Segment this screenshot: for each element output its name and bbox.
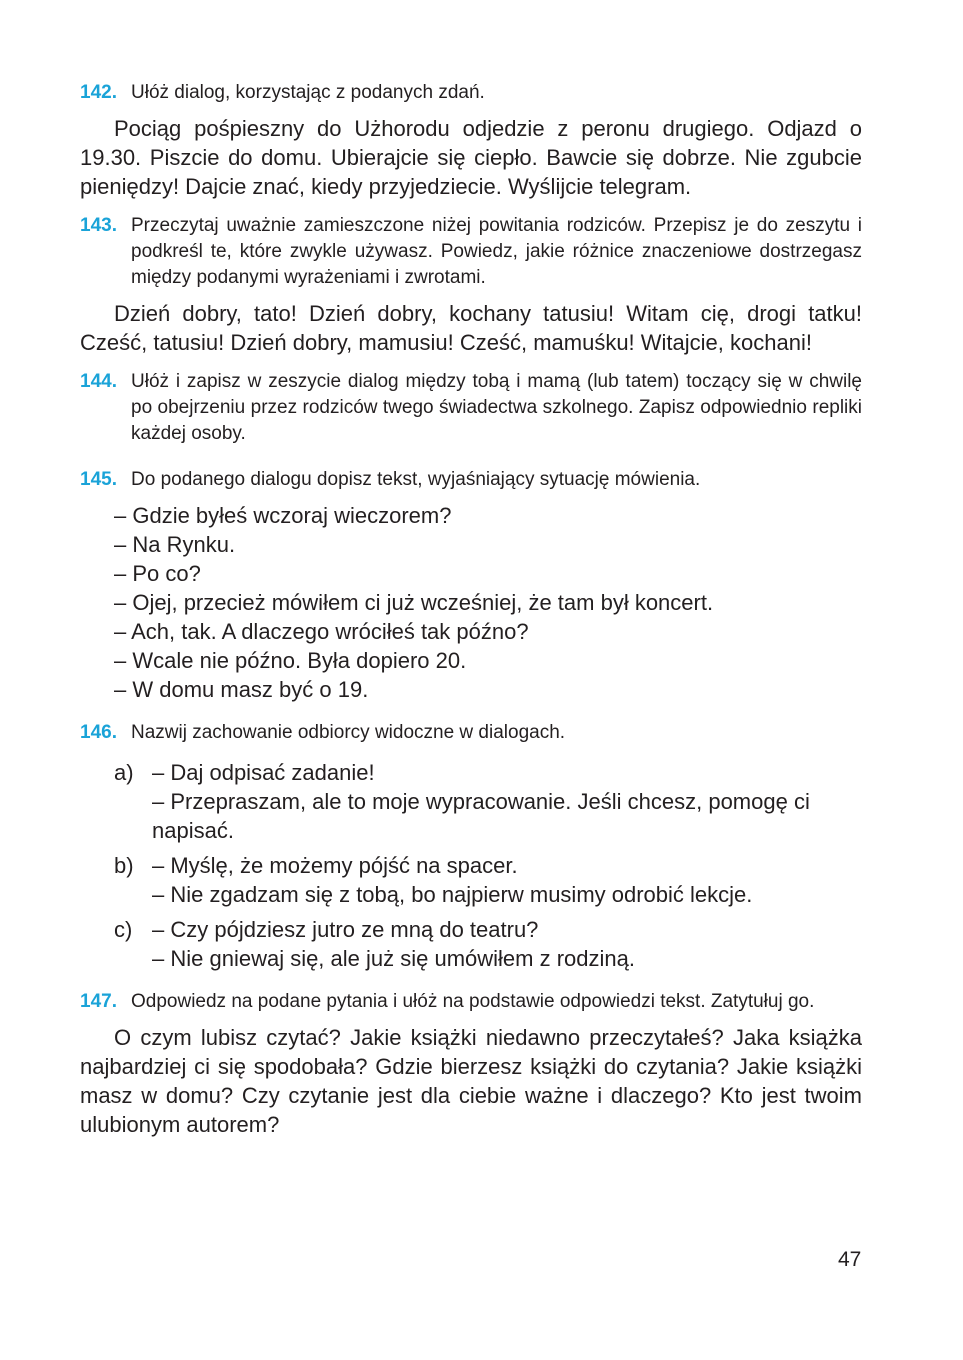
exercise-145-dialog (80, 501, 862, 704)
item-label: a) (114, 760, 134, 785)
dialog-line: – Na Rynku. (114, 532, 236, 557)
list-item (80, 915, 862, 973)
dialog-line: – Myślę, że możemy pójść na spacer. (152, 853, 518, 878)
exercise-number: 144. (80, 371, 117, 392)
instruction-text: Ułóż dialog, korzystając z podanych zdań. (131, 82, 485, 103)
exercise-number: 142. (80, 82, 117, 103)
page-content (80, 80, 862, 1139)
instruction-text: Nazwij zachowanie odbiorcy widoczne w dialogach. (131, 722, 566, 743)
list-item (80, 758, 862, 845)
dialog-line: – Po co? (114, 561, 201, 586)
exercise-143-instruction (80, 213, 862, 291)
dialog-line: – Wcale nie późno. Była dopiero 20. (114, 648, 467, 673)
dialog-line: – Nie gniewaj się, ale już się umówiłem z rodziną. (152, 946, 635, 971)
exercise-146-items (80, 758, 862, 973)
dialog-line: – W domu masz być o 19. (114, 677, 369, 702)
dialog-line: – Nie zgadzam się z tobą, bo najpierw musimy odrobić lekcje. (152, 882, 753, 907)
dialog-line: – Daj odpisać zadanie! (152, 760, 375, 785)
exercise-147-text: O czym lubisz czytać? Jakie książki niedawno przeczytałeś? Jaka książka najbardziej ci się spodobała? Gdzie bierzesz książki do czytania? Jakie książki masz w domu? Czy czytanie jest dla ciebie ważne i dlaczego? Kto jest twoim ulubionym autorem? (80, 1025, 862, 1137)
instruction-text: Ułóż i zapisz w zeszycie dialog między tobą i mamą (lub tatem) toczący się w chwilę po obejrzeniu przez rodziców twego świadectwa szkolnego. Zapisz odpowiednio repliki każdej osoby. (131, 371, 862, 444)
instruction-text: Przeczytaj uważnie zamieszczone niżej powitania rodziców. Przepisz je do zeszytu i podkreśl te, które zwykle używasz. Powiedz, jakie różnice znaczeniowe dostrzegasz między podanymi wyrażeniami i zwrotami. (131, 215, 862, 288)
exercise-number: 143. (80, 215, 117, 236)
dialog-line: – Ojej, przecież mówiłem ci już wcześniej, że tam był koncert. (114, 590, 714, 615)
exercise-number: 145. (80, 469, 117, 490)
exercise-144-instruction (80, 369, 862, 447)
dialog-line: – Ach, tak. A dlaczego wróciłeś tak późno? (114, 619, 529, 644)
exercise-number: 146. (80, 722, 117, 743)
exercise-number: 147. (80, 991, 117, 1012)
list-item (80, 851, 862, 909)
exercise-146-instruction (80, 720, 862, 746)
exercise-145-instruction (80, 467, 862, 493)
dialog-line: – Gdzie byłeś wczoraj wieczorem? (114, 503, 452, 528)
dialog-line: – Czy pójdziesz jutro ze mną do teatru? (152, 917, 539, 942)
exercise-143-text: Dzień dobry, tato! Dzień dobry, kochany tatusiu! Witam cię, drogi tatku! Cześć, tatusiu! Dzień dobry, mamusiu! Cześć, mamuśku! Witajcie, kochani! (80, 301, 862, 355)
exercise-142-instruction (80, 80, 862, 106)
page-number: 47 (838, 1248, 862, 1271)
exercise-147-instruction (80, 989, 862, 1015)
dialog-line: – Przepraszam, ale to moje wypracowanie. Jeśli chcesz, pomogę ci napisać. (152, 789, 810, 843)
item-label: b) (114, 853, 134, 878)
item-label: c) (114, 917, 133, 942)
exercise-142-text: Pociąg pośpieszny do Użhorodu odjedzie z peronu drugiego. Odjazd o 19.30. Piszcie do domu. Ubierajcie się ciepło. Bawcie się dobrze. Nie zgubcie pieniędzy! Dajcie znać, kiedy przyjedziecie. Wyślijcie telegram. (80, 116, 862, 199)
instruction-text: Do podanego dialogu dopisz tekst, wyjaśniający sytuację mówienia. (131, 469, 701, 490)
instruction-text: Odpowiedz na podane pytania i ułóż na podstawie odpowiedzi tekst. Zatytułuj go. (131, 991, 815, 1012)
